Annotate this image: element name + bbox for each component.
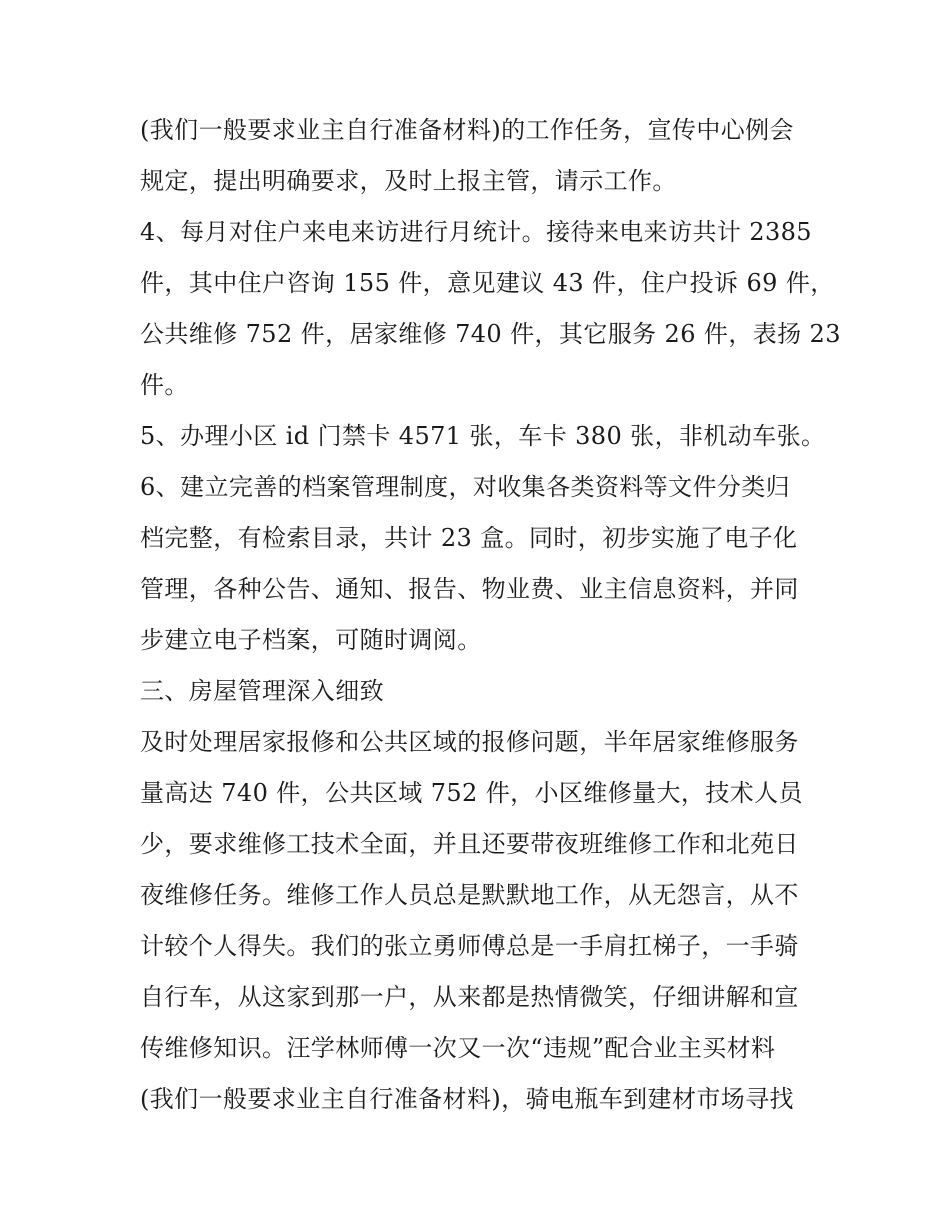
text-line: 管理，各种公告、通知、报告、物业费、业主信息资料，并同 <box>140 575 799 603</box>
text-line: 件，其中住户咨询 155 件，意见建议 43 件，住户投诉 69 件， <box>140 269 835 297</box>
text-line: 量高达 740 件，公共区域 752 件，小区维修量大，技术人员 <box>140 779 803 807</box>
text-line: 5、办理小区 id 门禁卡 4571 张，车卡 380 张，非机动车张。 <box>140 422 826 450</box>
text-line: 档完整，有检索目录，共计 23 盒。同时，初步实施了电子化 <box>140 524 798 552</box>
text-line: 及时处理居家报修和公共区域的报修问题，半年居家维修服务 <box>140 728 799 756</box>
body-text <box>140 105 841 1125</box>
text-line: 少，要求维修工技术全面，并且还要带夜班维修工作和北苑日 <box>140 830 799 858</box>
text-line: 6、建立完善的档案管理制度，对收集各类资料等文件分类归 <box>140 473 791 501</box>
text-line: 件。 <box>140 371 189 399</box>
text-line: 计较个人得失。我们的张立勇师傅总是一手肩扛梯子，一手骑 <box>140 932 799 960</box>
text-line: (我们一般要求业主自行准备材料)，骑电瓶车到建材市场寻找 <box>140 1085 794 1113</box>
text-line: (我们一般要求业主自行准备材料)的工作任务，宣传中心例会 <box>140 116 794 144</box>
text-line: 自行车，从这家到那一户，从来都是热情微笑，仔细讲解和宣 <box>140 983 799 1011</box>
text-line: 公共维修 752 件，居家维修 740 件，其它服务 26 件，表扬 23 <box>140 320 841 348</box>
section-heading: 三、房屋管理深入细致 <box>140 677 384 705</box>
text-line: 夜维修任务。维修工作人员总是默默地工作，从无怨言，从不 <box>140 881 799 909</box>
text-line: 步建立电子档案，可随时调阅。 <box>140 626 482 654</box>
text-line: 传维修知识。汪学林师傅一次又一次“违规”配合业主买材料 <box>140 1034 776 1062</box>
text-line: 4、每月对住户来电来访进行月统计。接待来电来访共计 2385 <box>140 218 812 246</box>
text-line: 规定，提出明确要求，及时上报主管，请示工作。 <box>140 167 677 195</box>
